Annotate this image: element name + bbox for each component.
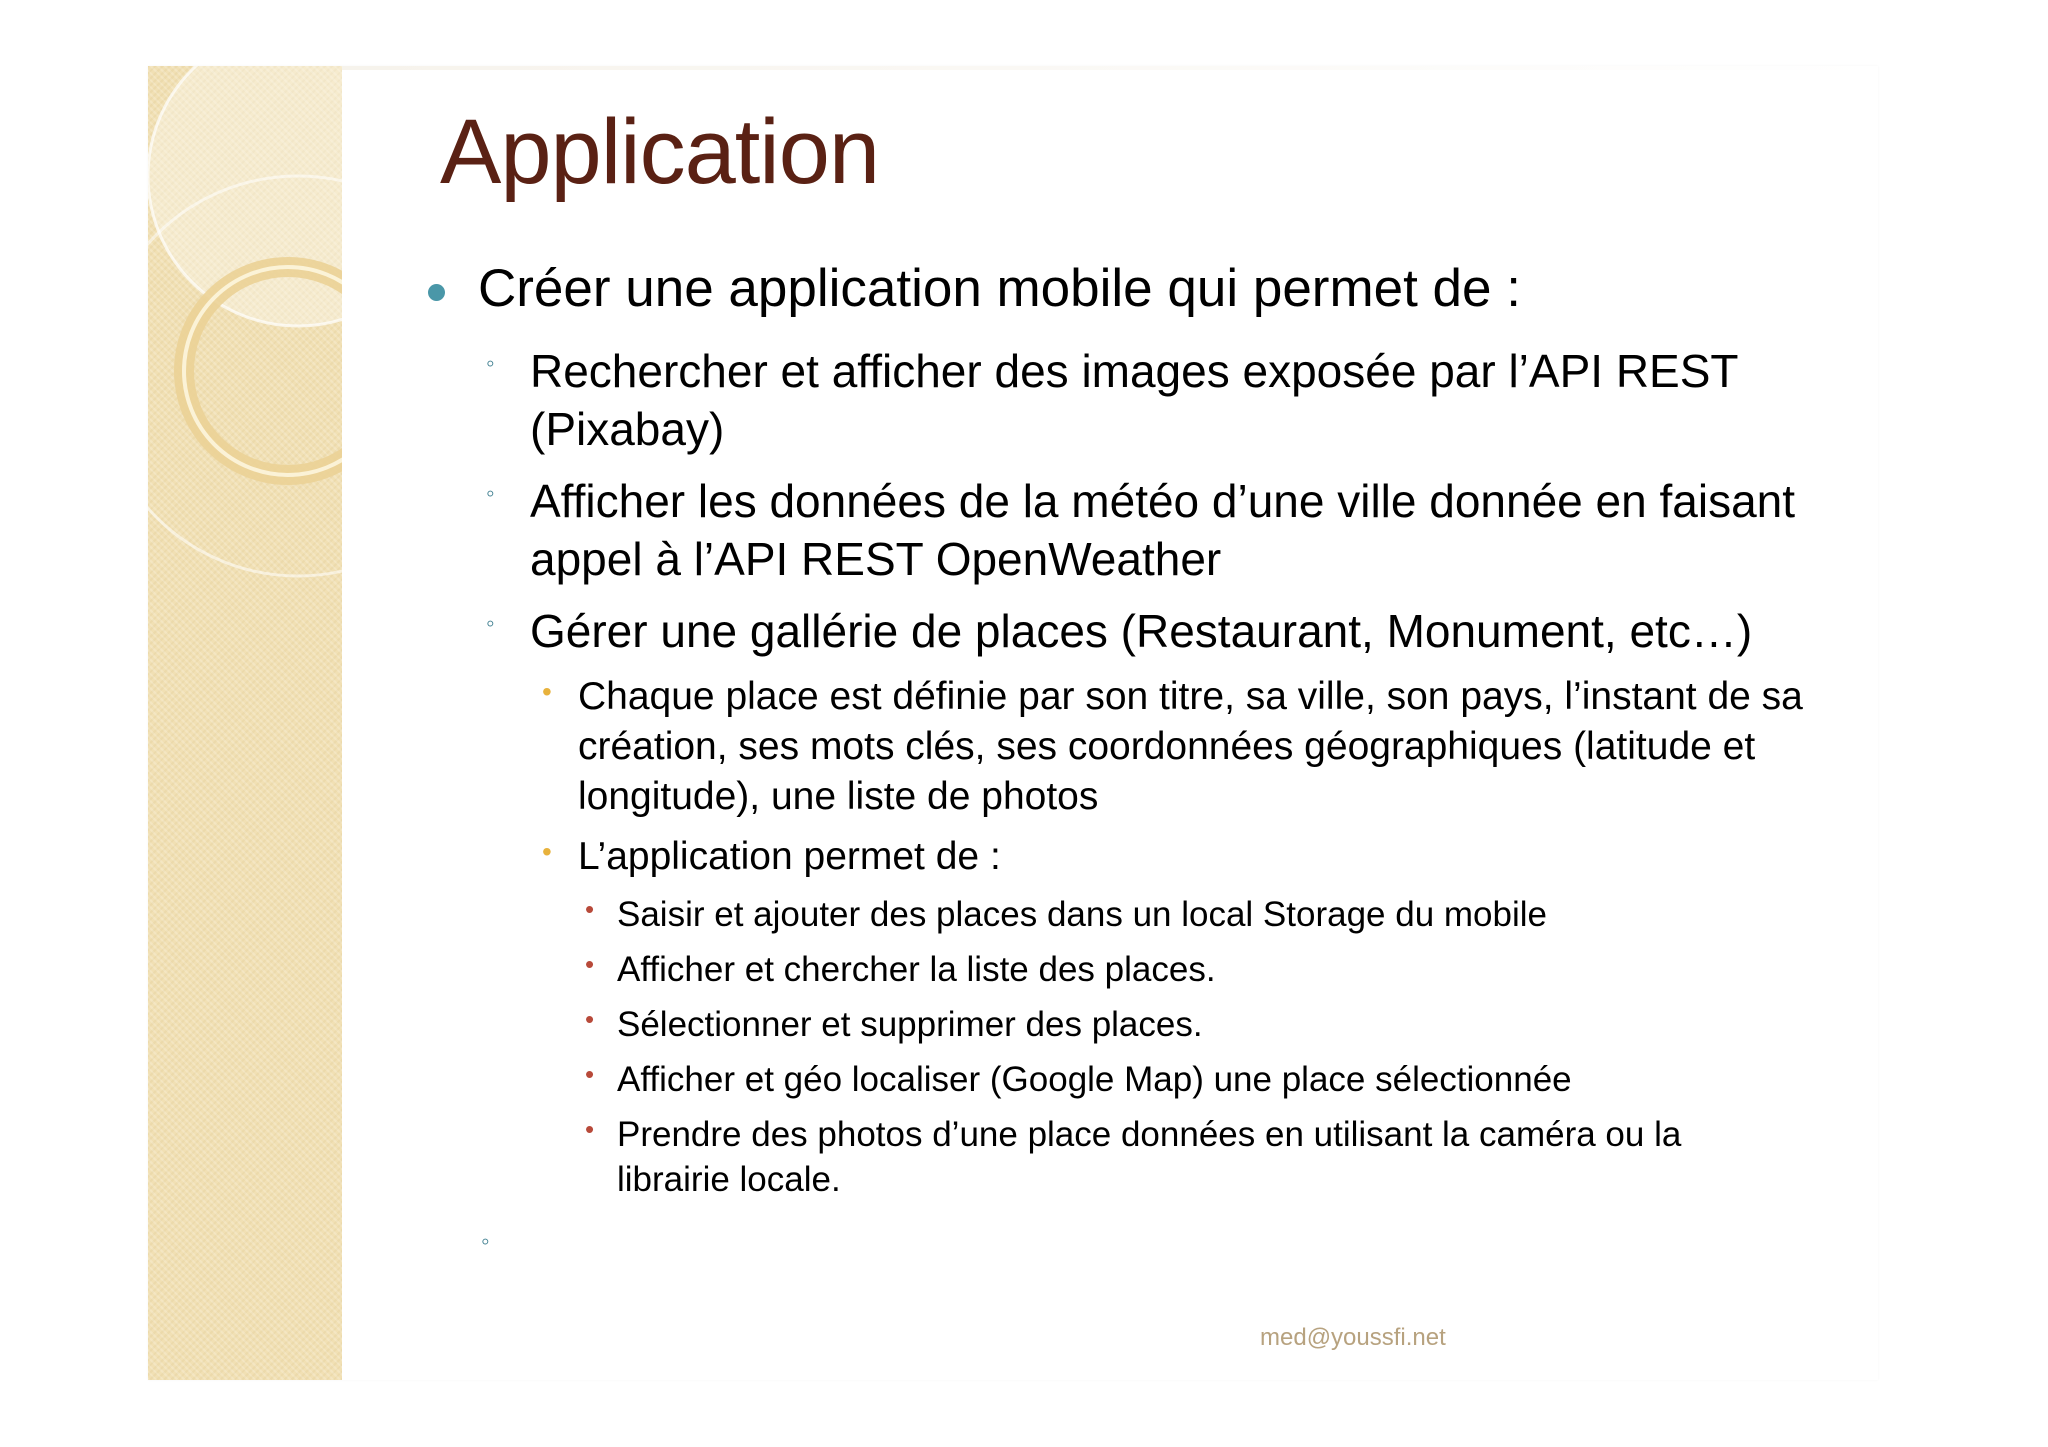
bullet-text: Rechercher et afficher des images exposée par l’API REST (Pixabay) [530, 345, 1738, 455]
bullet-item [585, 1057, 1857, 1102]
bullet-text: Chaque place est définie par son titre, sa ville, son pays, l’instant de sa création, ses mots clés, ses coordonnées géographiques (latitude et longitude), une liste de photos [578, 675, 1803, 818]
bullet-dot-icon [428, 284, 445, 301]
footer-email: med@youssfi.net [1260, 1324, 1446, 1351]
bullet-item [585, 1112, 1797, 1202]
bullet-item [585, 1002, 1857, 1047]
bullet-dot-icon: • [542, 676, 552, 707]
bullet-item [478, 256, 1808, 322]
slide [148, 66, 1878, 1380]
bullet-small-dot-icon: • [585, 1114, 595, 1144]
bullet-item [486, 602, 1860, 660]
bullet-small-dot-icon: • [585, 1004, 595, 1034]
bullet-text: Prendre des photos d’une place données en utilisant la caméra ou la librairie locale. [617, 1115, 1682, 1199]
bullet-text: Afficher et chercher la liste des places. [617, 950, 1216, 989]
bullet-text: Afficher les données de la météo d’une ville donnée en faisant appel à l’API REST OpenWeather [530, 475, 1796, 585]
bullet-content [148, 66, 1878, 1380]
bullet-text: Gérer une gallérie de places (Restaurant, Monument, etc…) [530, 605, 1753, 657]
bullet-item [486, 342, 1840, 458]
bullet-ring-icon: ◦ [486, 350, 495, 377]
bullet-item [585, 947, 1857, 992]
bullet-text: Afficher et géo localiser (Google Map) une place sélectionnée [617, 1060, 1572, 1099]
bullet-item [542, 832, 1858, 882]
slide-title: Application [440, 101, 880, 203]
bullet-small-dot-icon: • [585, 894, 595, 924]
bullet-ring-icon: ◦ [486, 610, 495, 637]
bullet-dot-icon: • [542, 836, 552, 867]
bullet-small-dot-icon: • [585, 1059, 595, 1089]
bullet-item [486, 472, 1840, 588]
bullet-text: Sélectionner et supprimer des places. [617, 1005, 1203, 1044]
bullet-item [542, 672, 1858, 822]
bullet-item [585, 892, 1857, 937]
bullet-text: Créer une application mobile qui permet de : [478, 259, 1521, 318]
empty-bullet-ring-icon: ◦ [481, 1228, 490, 1255]
bullet-small-dot-icon: • [585, 949, 595, 979]
bullet-text: L’application permet de : [578, 835, 1001, 878]
bullet-ring-icon: ◦ [486, 480, 495, 507]
bullet-text: Saisir et ajouter des places dans un local Storage du mobile [617, 895, 1547, 934]
